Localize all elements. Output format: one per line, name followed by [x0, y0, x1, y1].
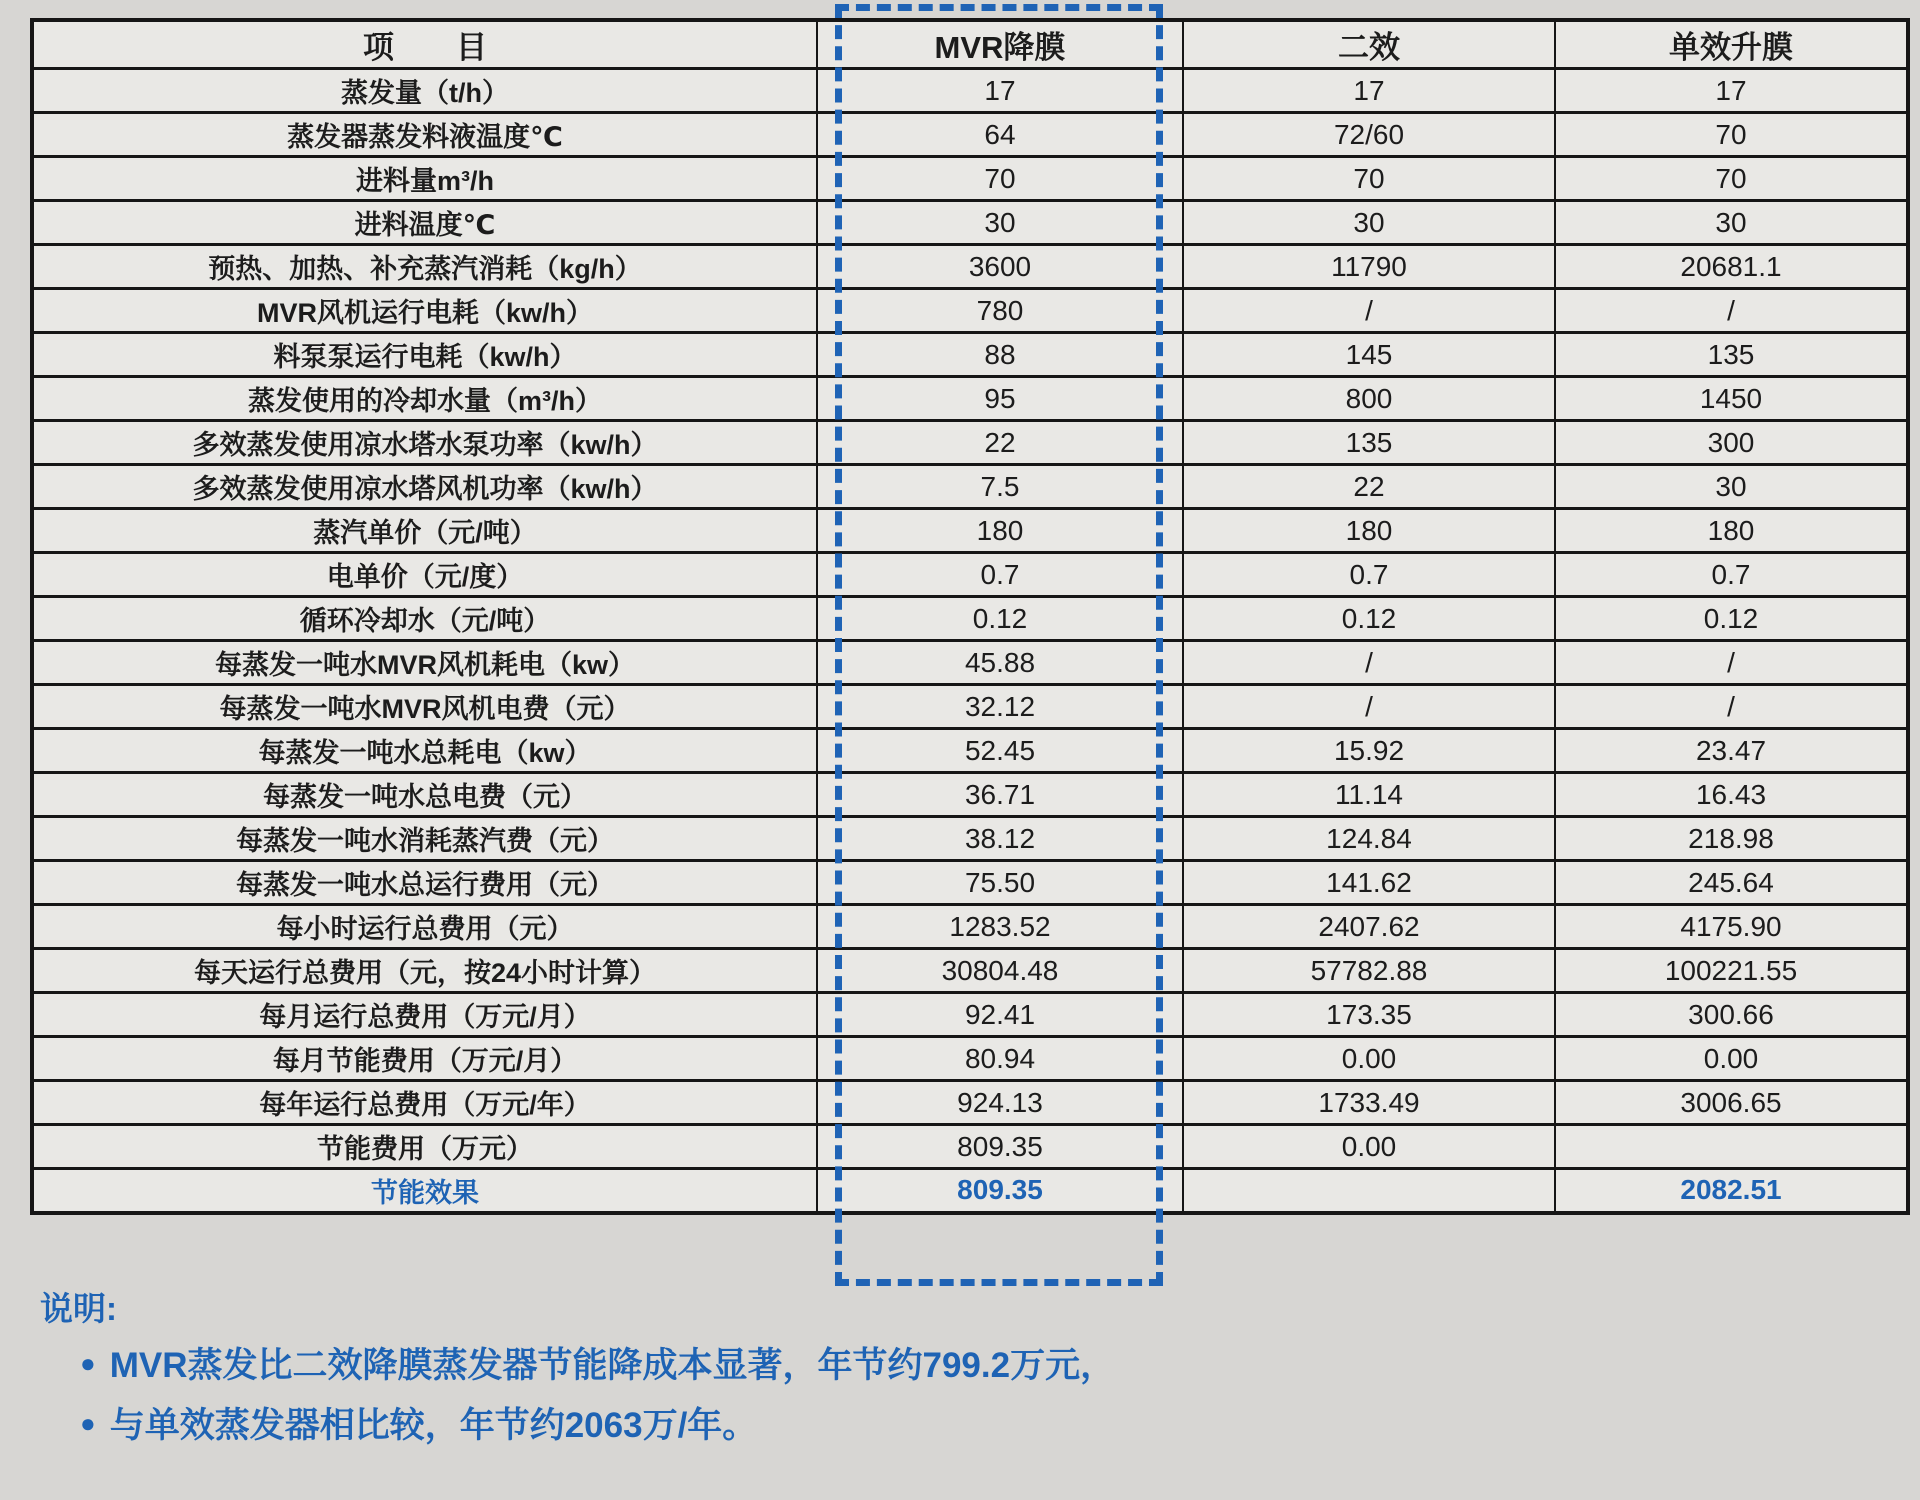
- row-value: 2407.62: [1183, 905, 1555, 949]
- row-value: 0.00: [1183, 1125, 1555, 1169]
- row-value: 4175.90: [1555, 905, 1908, 949]
- table-row: [32, 509, 1908, 553]
- row-value: 924.13: [817, 1081, 1183, 1125]
- table-row: [32, 817, 1908, 861]
- row-value: 92.41: [817, 993, 1183, 1037]
- row-value: 0.7: [1555, 553, 1908, 597]
- row-value: /: [1555, 289, 1908, 333]
- table-row: [32, 861, 1908, 905]
- row-value: 1733.49: [1183, 1081, 1555, 1125]
- row-value: 11790: [1183, 245, 1555, 289]
- table-row: [32, 1081, 1908, 1125]
- row-value: 11.14: [1183, 773, 1555, 817]
- row-value: 100221.55: [1555, 949, 1908, 993]
- row-value: 180: [1555, 509, 1908, 553]
- note-text: MVR蒸发比二效降膜蒸发器节能降成本显著，年节约799.2万元，: [109, 1346, 1116, 1385]
- row-value: 0.12: [1555, 597, 1908, 641]
- row-value: 0.12: [1183, 597, 1555, 641]
- row-label: MVR风机运行电耗（kw/h）: [32, 289, 817, 333]
- row-value: 780: [817, 289, 1183, 333]
- row-label: 料泵泵运行电耗（kw/h）: [32, 333, 817, 377]
- col-header-item: 项 目: [32, 20, 817, 69]
- table-row: [32, 597, 1908, 641]
- row-value: 80.94: [817, 1037, 1183, 1081]
- table-row: [32, 333, 1908, 377]
- row-value: 30: [817, 201, 1183, 245]
- row-label: 多效蒸发使用凉水塔水泵功率（kw/h）: [32, 421, 817, 465]
- row-label: 每月节能费用（万元/月）: [32, 1037, 817, 1081]
- table-row: [32, 905, 1908, 949]
- row-label: 蒸发使用的冷却水量（m³/h）: [32, 377, 817, 421]
- row-label: 每蒸发一吨水MVR风机电费（元）: [32, 685, 817, 729]
- row-value: 0.12: [817, 597, 1183, 641]
- table-row: [32, 993, 1908, 1037]
- row-value: 38.12: [817, 817, 1183, 861]
- row-label: 每蒸发一吨水MVR风机耗电（kw）: [32, 641, 817, 685]
- row-label: 每蒸发一吨水总耗电（kw）: [32, 729, 817, 773]
- row-label: 每小时运行总费用（元）: [32, 905, 817, 949]
- note-item: [80, 1398, 757, 1448]
- comparison-table: [30, 18, 1910, 1215]
- row-value: 22: [817, 421, 1183, 465]
- col-header-single-effect: 单效升膜: [1555, 20, 1908, 69]
- row-label: 电单价（元/度）: [32, 553, 817, 597]
- row-value: 7.5: [817, 465, 1183, 509]
- note-item: [80, 1338, 1115, 1388]
- table-row: [32, 113, 1908, 157]
- row-value: 52.45: [817, 729, 1183, 773]
- row-value: 57782.88: [1183, 949, 1555, 993]
- table-row: [32, 641, 1908, 685]
- row-label: 进料温度℃: [32, 201, 817, 245]
- row-value: 135: [1555, 333, 1908, 377]
- row-value: 0.7: [1183, 553, 1555, 597]
- table-body: [32, 69, 1908, 1213]
- row-value: 36.71: [817, 773, 1183, 817]
- row-value: 0.00: [1183, 1037, 1555, 1081]
- row-value: 70: [817, 157, 1183, 201]
- row-label: 循环冷却水（元/吨）: [32, 597, 817, 641]
- row-label: 每蒸发一吨水总电费（元）: [32, 773, 817, 817]
- row-value: 30: [1555, 465, 1908, 509]
- row-label: 蒸发器蒸发料液温度℃: [32, 113, 817, 157]
- row-label: 进料量m³/h: [32, 157, 817, 201]
- row-value: 180: [1183, 509, 1555, 553]
- col-header-mvr: MVR降膜: [817, 20, 1183, 69]
- row-value: 32.12: [817, 685, 1183, 729]
- row-label: 每月运行总费用（万元/月）: [32, 993, 817, 1037]
- row-value: /: [1555, 641, 1908, 685]
- row-value: 17: [1555, 69, 1908, 113]
- row-label: 每蒸发一吨水消耗蒸汽费（元）: [32, 817, 817, 861]
- row-value: 88: [817, 333, 1183, 377]
- row-value: 70: [1183, 157, 1555, 201]
- row-value: [1183, 1169, 1555, 1213]
- table-row: [32, 553, 1908, 597]
- table-row: [32, 773, 1908, 817]
- row-value: 0.7: [817, 553, 1183, 597]
- row-value: 245.64: [1555, 861, 1908, 905]
- row-label: 节能费用（万元）: [32, 1125, 817, 1169]
- col-header-double-effect: 二效: [1183, 20, 1555, 69]
- row-label: 每蒸发一吨水总运行费用（元）: [32, 861, 817, 905]
- row-value: 70: [1555, 113, 1908, 157]
- row-value: 809.35: [817, 1125, 1183, 1169]
- row-value: /: [1183, 641, 1555, 685]
- row-value: 124.84: [1183, 817, 1555, 861]
- row-value: 20681.1: [1555, 245, 1908, 289]
- row-label: 多效蒸发使用凉水塔风机功率（kw/h）: [32, 465, 817, 509]
- table-row: [32, 1037, 1908, 1081]
- row-value: 300: [1555, 421, 1908, 465]
- row-value: 17: [1183, 69, 1555, 113]
- row-value: 141.62: [1183, 861, 1555, 905]
- table-row: [32, 69, 1908, 113]
- row-value: 173.35: [1183, 993, 1555, 1037]
- row-value: 135: [1183, 421, 1555, 465]
- row-value: 2082.51: [1555, 1169, 1908, 1213]
- row-value: 30: [1555, 201, 1908, 245]
- bullet-icon: ●: [80, 1408, 96, 1438]
- table-row: [32, 201, 1908, 245]
- table-row: [32, 157, 1908, 201]
- row-value: 17: [817, 69, 1183, 113]
- note-text: 与单效蒸发器相比较，年节约2063万/年。: [109, 1406, 758, 1445]
- row-value: 75.50: [817, 861, 1183, 905]
- row-value: 0.00: [1555, 1037, 1908, 1081]
- table-row: [32, 377, 1908, 421]
- row-value: 1283.52: [817, 905, 1183, 949]
- row-value: /: [1555, 685, 1908, 729]
- row-value: 1450: [1555, 377, 1908, 421]
- row-value: [1555, 1125, 1908, 1169]
- bullet-icon: ●: [80, 1348, 96, 1378]
- table-row: [32, 1125, 1908, 1169]
- table-row: [32, 1169, 1908, 1213]
- row-value: /: [1183, 289, 1555, 333]
- row-value: 30804.48: [817, 949, 1183, 993]
- row-label: 每年运行总费用（万元/年）: [32, 1081, 817, 1125]
- row-value: /: [1183, 685, 1555, 729]
- row-label: 每天运行总费用（元，按24小时计算）: [32, 949, 817, 993]
- row-value: 95: [817, 377, 1183, 421]
- row-value: 3600: [817, 245, 1183, 289]
- row-value: 70: [1555, 157, 1908, 201]
- table-row: [32, 685, 1908, 729]
- row-value: 300.66: [1555, 993, 1908, 1037]
- row-value: 809.35: [817, 1169, 1183, 1213]
- notes-title: 说明:: [40, 1290, 117, 1327]
- row-value: 72/60: [1183, 113, 1555, 157]
- row-value: 23.47: [1555, 729, 1908, 773]
- row-value: 22: [1183, 465, 1555, 509]
- row-value: 145: [1183, 333, 1555, 377]
- row-value: 30: [1183, 201, 1555, 245]
- table-row: [32, 289, 1908, 333]
- row-value: 64: [817, 113, 1183, 157]
- table-row: [32, 729, 1908, 773]
- table-header-row: [32, 20, 1908, 69]
- row-label: 预热、加热、补充蒸汽消耗（kg/h）: [32, 245, 817, 289]
- table-row: [32, 949, 1908, 993]
- table-row: [32, 421, 1908, 465]
- row-label: 蒸汽单价（元/吨）: [32, 509, 817, 553]
- row-value: 218.98: [1555, 817, 1908, 861]
- table-row: [32, 245, 1908, 289]
- table-row: [32, 465, 1908, 509]
- row-value: 180: [817, 509, 1183, 553]
- row-value: 800: [1183, 377, 1555, 421]
- row-value: 15.92: [1183, 729, 1555, 773]
- row-label: 节能效果: [32, 1169, 817, 1213]
- row-value: 16.43: [1555, 773, 1908, 817]
- row-value: 3006.65: [1555, 1081, 1908, 1125]
- row-value: 45.88: [817, 641, 1183, 685]
- row-label: 蒸发量（t/h）: [32, 69, 817, 113]
